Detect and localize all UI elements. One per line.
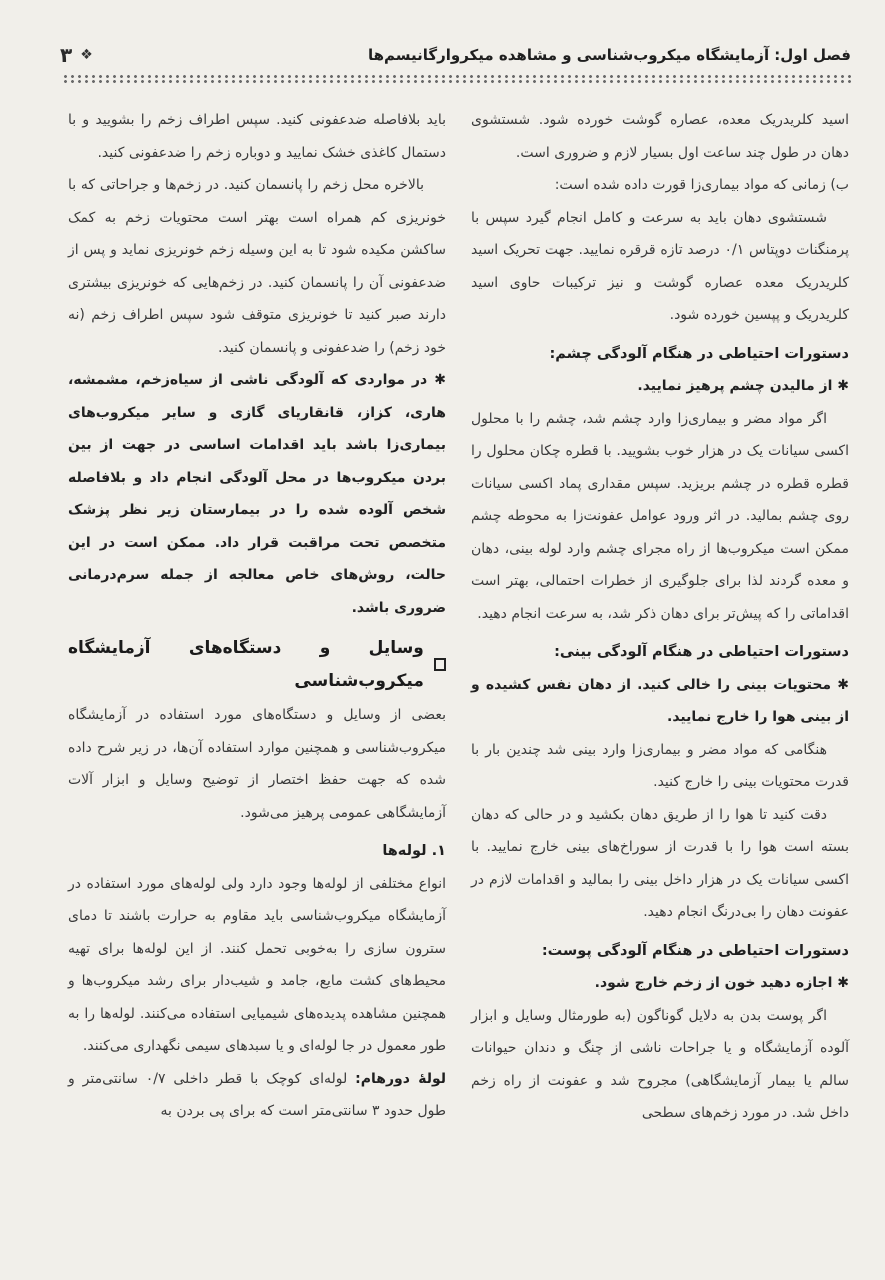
paragraph: بعضی از وسایل و دستگاه‌های مورد استفاده در آزمایشگاه میکروب‌شناسی و همچنین موارد استفاده آن‌ها، در زیر شرح داده شده که جهت حفظ اختصار از توضیح وسایل و ابزار آلات آزمایشگاهی عمومی پرهیز می‌شود. <box>68 707 446 821</box>
paragraph: اگر پوست بدن به دلایل گوناگون (به طورمثال وسایل و ابزار آلوده آزمایشگاه و یا جراحات ناشی از چنگ و دندان حیوانات سالم یا بیمار آزمایشگاهی) مجروح شد و عفونت از راه زخم داخل شد. در مورد زخم‌های سطحی <box>471 1007 849 1121</box>
section-title: وسایل و دستگاه‌های آزمایشگاه میکروب‌شناسی <box>68 638 424 691</box>
paragraph: اسید کلریدریک معده، عصاره گوشت خورده شود. شستشوی دهان در طول چند ساعت اول بسیار لازم و ضروری است. <box>471 112 849 161</box>
section-heading <box>68 632 446 697</box>
right-column <box>471 104 849 1130</box>
paragraph: باید بلافاصله ضدعفونی کنید. سپس اطراف زخم را بشویید و با دستمال کاغذی خشک نمایید و دوباره زخم را ضدعفونی کنید. <box>68 112 446 161</box>
anthrax-warning: ✱ در مواردی که آلودگی ناشی از سیاه‌زخم، مشمشه، هاری، کزاز، قانقاریای گازی و سایر میکروب‌های بیماری‌زا باشد باید اقدامات اساسی در جهت از بین بردن میکروب‌ها در محل آلودگی انجام داد و بلافاصله شخص آلوده شده را در بیمارستان زیر نظر پزشک متخصص تحت مراقبت قرار داد. ممکن است در این حالت، روش‌های خاص معالجه از جمله سرم‌درمانی ضروری باشد. <box>68 372 446 616</box>
square-bullet-icon <box>434 658 446 671</box>
paragraph: اگر مواد مضر و بیماری‌زا وارد چشم شد، چشم را با محلول اکسی سیانات یک در هزار خوب بشویید. با قطره چکان محلول را قطره قطره در چشم بریزید. سپس مقداری پماد اکسی سیانات روی چشم بمالید. در اثر ورود عوامل عفونت‌زا به محوطه چشم ممکن است میکروب‌ها از راه مجرای چشم وارد لوله بینی، دهان و معده گردند لذا برای جلوگیری از خطرات احتمالی، بهتر است اقداماتی را که پیش‌تر برای دهان ذکر شد، به سرعت انجام دهید. <box>471 410 849 622</box>
eye-warning: ✱ از مالیدن چشم پرهیز نمایید. <box>637 378 849 394</box>
diamond-ornament-icon: ❖ <box>80 47 93 63</box>
skin-heading: دستورات احتیاطی در هنگام آلودگی پوست: <box>541 942 849 959</box>
paragraph: هنگامی که مواد مضر و بیماری‌زا وارد بینی شد چندین بار با قدرت محتویات بینی را خارج کنید. <box>471 741 849 790</box>
durham-lead: لولهٔ دورهام: <box>355 1070 446 1087</box>
paragraph: بالاخره محل زخم را پانسمان کنید. در زخم‌ها و جراحاتی که با خونریزی کم همراه است بهتر است محتویات زخم به کمک ساکشن مکیده شود تا به این وسیله زخم خونریزی نماید و پس از ضدعفونی آن را پانسمان کنید. در زخم‌هایی که خونریزی بیشتری دارند صبر کنید تا خونریزی متوقف شود سپس اطراف زخم (نه خود زخم) را ضدعفونی و پانسمان کنید. <box>68 177 446 356</box>
paragraph: شستشوی دهان باید به سرعت و کامل انجام گیرد سپس با پرمنگنات دوپتاس ۰/۱ درصد تازه قرقره نمایید. جهت تحریک اسید کلریدریک معده عصاره گوشت و نیز ترکیبات حاوی اسید کلریدریک و پپسین خورده شود. <box>471 209 850 323</box>
chapter-title: فصل اول: آزمایشگاه میکروب‌شناسی و مشاهده میکروارگانیسم‌ها <box>367 46 851 64</box>
durham-text: لوله‌ای کوچک با قطر داخلی ۰/۷ سانتی‌متر و طول حدود ۳ سانتی‌متر است که برای پی بردن به <box>68 1070 446 1119</box>
paragraph: دقت کنید تا هوا را از طریق دهان بکشید و در حالی که دهان بسته است هوا را با قدرت از سوراخ‌های بینی خارج نمایید. با اکسی سیانات یک در هزار داخل بینی را بمالید و اقدامات لازم در عفونت دهان را بی‌درنگ انجام دهید. <box>471 806 849 920</box>
page-number: ۳ <box>60 43 73 67</box>
running-header <box>60 38 851 72</box>
page-number-group <box>60 43 93 67</box>
paragraph: ب) زمانی که مواد بیماری‌زا قورت داده شده است: <box>554 177 849 193</box>
durham-paragraph <box>68 1063 446 1128</box>
dotted-divider <box>62 74 851 84</box>
skin-warning: ✱ اجازه دهید خون از زخم خارج شود. <box>594 975 849 991</box>
eye-heading: دستورات احتیاطی در هنگام آلودگی چشم: <box>549 345 849 362</box>
tubes-heading: ۱. لوله‌ها <box>382 843 446 859</box>
nose-warning: ✱ محتویات بینی را خالی کنید. از دهان نفس کشیده و از بینی هوا را خارج نمایید. <box>471 676 849 725</box>
nose-heading: دستورات احتیاطی در هنگام آلودگی بینی: <box>554 644 849 660</box>
left-column <box>68 104 446 1128</box>
paragraph: انواع مختلفی از لوله‌ها وجود دارد ولی لوله‌های مورد استفاده در آزمایشگاه میکروب‌شناسی باید مقاوم به حرارت باشند تا دمای سترون سازی را به‌خوبی تحمل کنند. از این لوله‌ها برای تهیه محیط‌های کشت مایع، جامد و شیب‌دار برای رشد میکروب‌ها و همچنین مشاهده پدیده‌های شیمیایی استفاده می‌کنند. لوله‌ها را به طور معمول در جا لوله‌ای و یا سبدهای سیمی نگهداری می‌کنند. <box>68 875 446 1054</box>
